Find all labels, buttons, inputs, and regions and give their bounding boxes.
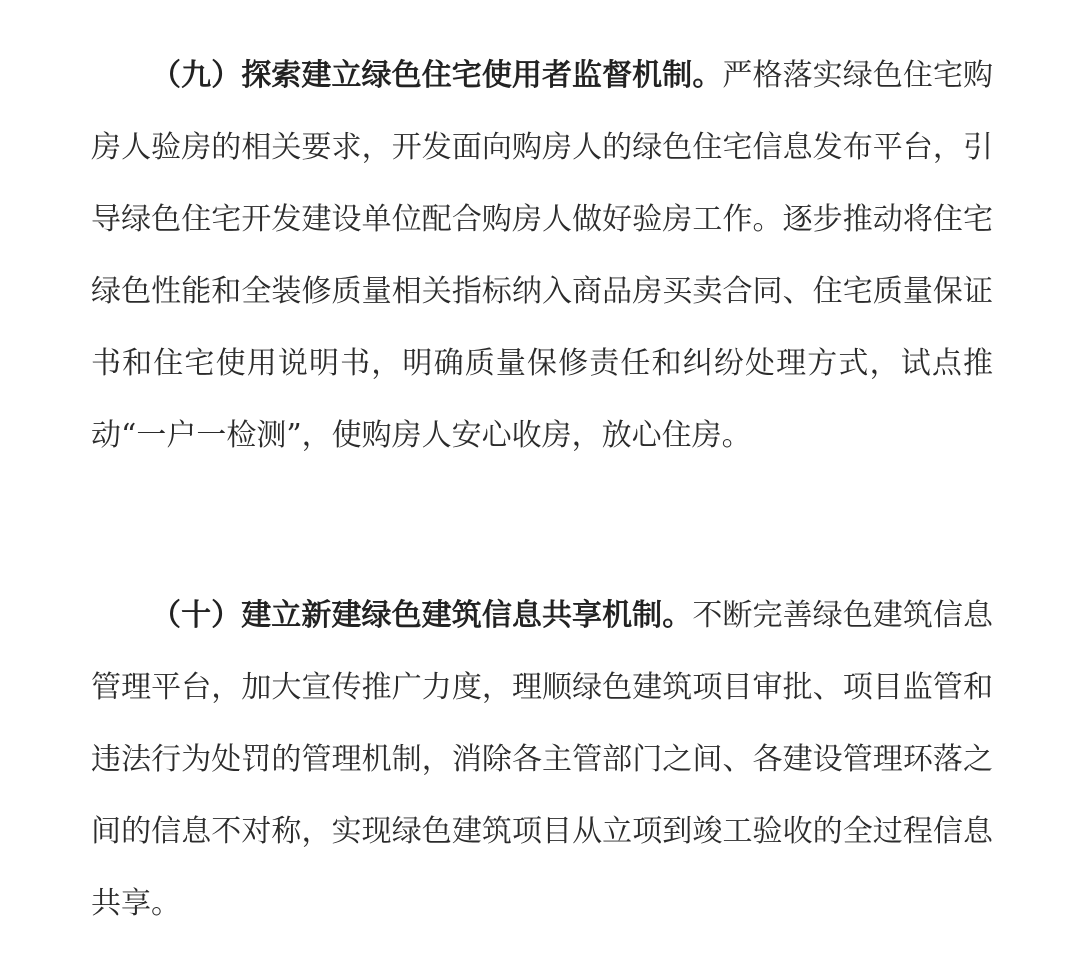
section-9-body: 严格落实绿色住宅购房人验房的相关要求，开发面向购房人的绿色住宅信息发布平台，引导绿色住宅开发建设单位配合购房人做好验房工作。逐步推动将住宅绿色性能和全装修质量相关指标纳入商品房买卖合同、住宅质量保证书和住宅使用说明书，明确质量保修责任和纠纷处理方式，试点推动“一户一检测”，使购房人安心收房，放心住房。 xyxy=(91,58,994,453)
section-9-heading: （九）探索建立绿色住宅使用者监督机制。 xyxy=(151,58,723,93)
section-divider-space xyxy=(91,472,993,580)
section-10-heading: （十）建立新建绿色建筑信息共享机制。 xyxy=(151,598,693,633)
section-10-body: 不断完善绿色建筑信息管理平台，加大宣传推广力度，理顺绿色建筑项目审批、项目监管和违法行为处罚的管理机制，消除各主管部门之间、各建设管理环落之间的信息不对称，实现绿色建筑项目从立项到竣工验收的全过程信息共享。 xyxy=(91,598,994,921)
section-10-paragraph xyxy=(91,580,993,940)
document-body xyxy=(91,40,993,940)
section-9-paragraph xyxy=(91,40,993,472)
